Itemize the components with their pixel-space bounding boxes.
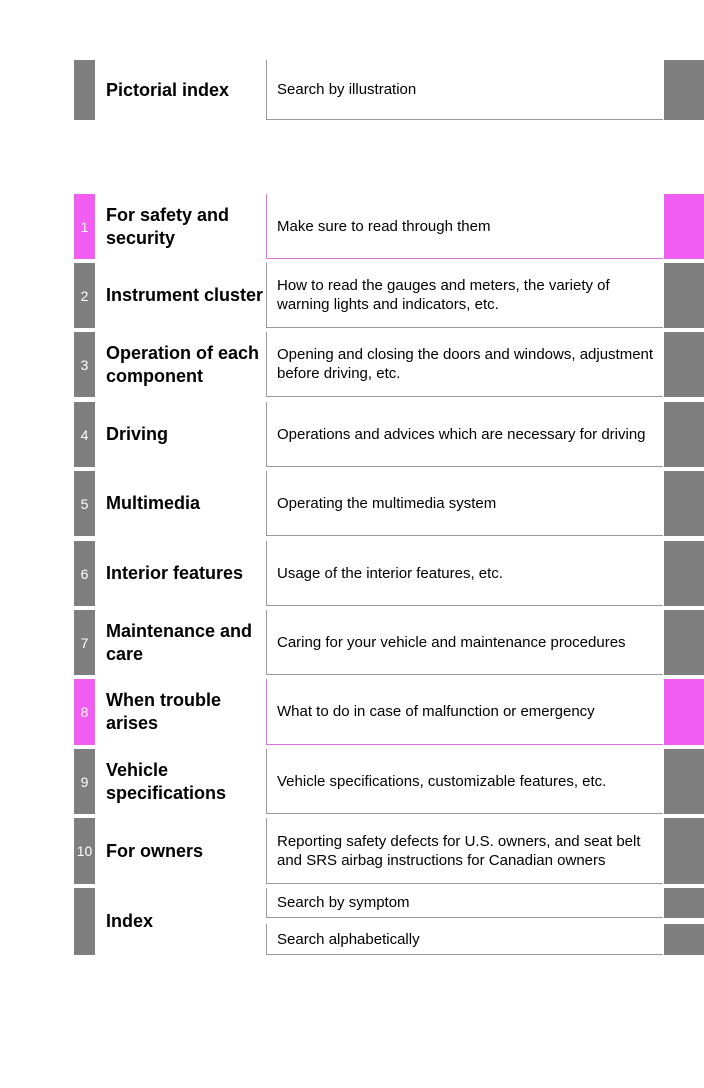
section-number-tab: 8: [74, 679, 95, 745]
section-row-6[interactable]: [0, 541, 704, 606]
section-description: Opening and closing the doors and windows, adjustment before driving, etc.: [266, 332, 663, 397]
section-row-4[interactable]: [0, 402, 704, 467]
section-number-tab: 4: [74, 402, 95, 467]
pictorial-index-tab: [74, 60, 95, 120]
section-number-tab: 6: [74, 541, 95, 606]
section-row-7[interactable]: [0, 610, 704, 675]
section-row-1[interactable]: [0, 194, 704, 259]
section-row-8[interactable]: [0, 679, 704, 745]
section-number-tab: 5: [74, 471, 95, 536]
section-title: Multimedia: [106, 493, 201, 513]
section-description: Vehicle specifications, customizable features, etc.: [266, 749, 663, 814]
section-side-tab[interactable]: [664, 541, 704, 606]
pictorial-index-title: Pictorial index: [106, 79, 230, 100]
section-description: What to do in case of malfunction or emergency: [266, 679, 663, 745]
pictorial-index-row[interactable]: [0, 60, 704, 120]
section-side-tab[interactable]: [664, 818, 704, 884]
section-number-tab: 10: [74, 818, 95, 884]
index-row[interactable]: [0, 888, 704, 955]
section-description: Make sure to read through them: [266, 194, 663, 259]
section-description: Caring for your vehicle and maintenance procedures: [266, 610, 663, 675]
section-side-tab[interactable]: [664, 332, 704, 397]
section-description: Usage of the interior features, etc.: [266, 541, 663, 606]
section-side-tab[interactable]: [664, 471, 704, 536]
section-side-tab[interactable]: [664, 402, 704, 467]
section-title: For safety and security: [106, 204, 230, 248]
section-description: How to read the gauges and meters, the variety of warning lights and indicators, etc.: [266, 263, 663, 328]
section-description: Operations and advices which are necessary for driving: [266, 402, 663, 467]
section-number-tab: 3: [74, 332, 95, 397]
section-title: Instrument cluster: [106, 285, 264, 305]
section-side-tab[interactable]: [664, 610, 704, 675]
index-search-alphabetically[interactable]: Search alphabetically: [266, 924, 663, 955]
section-side-tab[interactable]: [664, 194, 704, 259]
section-title: Vehicle specifications: [106, 759, 227, 803]
section-side-tab[interactable]: [664, 679, 704, 745]
section-row-9[interactable]: [0, 749, 704, 814]
section-title: Operation of each component: [106, 342, 260, 386]
section-title: Interior features: [106, 563, 244, 583]
section-title: Driving: [106, 424, 169, 444]
section-number-tab: 1: [74, 194, 95, 259]
section-number-tab: 7: [74, 610, 95, 675]
section-title: For owners: [106, 840, 204, 861]
section-side-tab[interactable]: [664, 263, 704, 328]
section-side-tab[interactable]: [664, 749, 704, 814]
section-row-2[interactable]: [0, 263, 704, 328]
pictorial-index-side-tab[interactable]: [664, 60, 704, 120]
section-title: Maintenance and care: [106, 620, 253, 664]
index-title: Index: [106, 911, 154, 931]
section-number-tab: 9: [74, 749, 95, 814]
section-number-tab: 2: [74, 263, 95, 328]
section-row-5[interactable]: [0, 471, 704, 536]
index-tab: [74, 888, 95, 955]
pictorial-index-description: Search by illustration: [266, 60, 663, 120]
section-description: Reporting safety defects for U.S. owners, and seat belt and SRS airbag instructions for Canadian owners: [266, 818, 663, 884]
index-alphabetical-side-tab[interactable]: [664, 924, 704, 955]
section-row-3[interactable]: [0, 332, 704, 397]
section-description: Operating the multimedia system: [266, 471, 663, 536]
index-search-by-symptom[interactable]: Search by symptom: [266, 888, 663, 918]
section-title: When trouble arises: [106, 690, 221, 733]
section-row-10[interactable]: [0, 818, 704, 884]
index-symptom-side-tab[interactable]: [664, 888, 704, 918]
